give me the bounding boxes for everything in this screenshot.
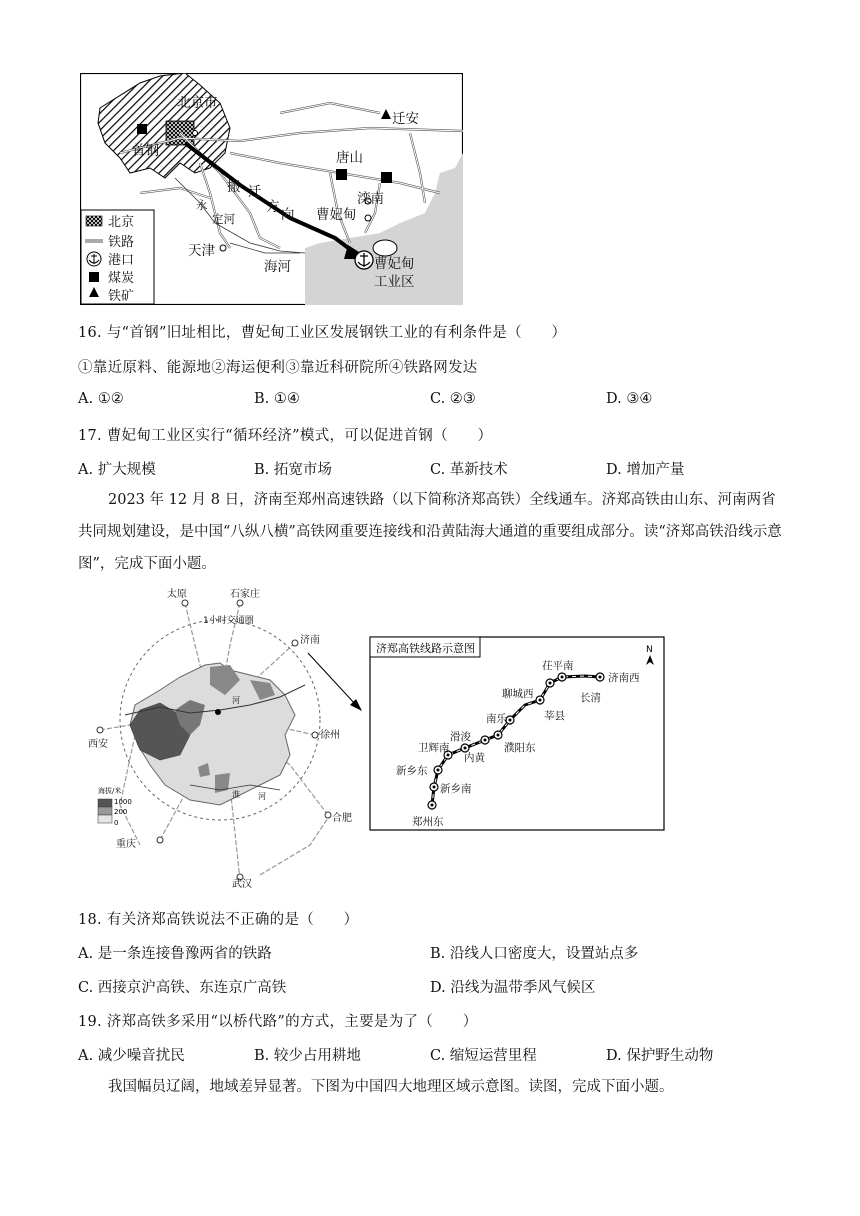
river-label-2: 淮 <box>232 790 240 799</box>
q18-option-b[interactable]: B. 沿线人口密度大，设置站点多 <box>430 946 639 962</box>
haihe-label: 海河 <box>264 259 291 275</box>
regions-intro: 我国幅员辽阔，地域差异显著。下图为中国四大地理区域示意图。读图，完成下面小题。 <box>108 1079 674 1095</box>
svg-text:莘县: 莘县 <box>544 710 565 722</box>
shijiazhuang-label: 石家庄 <box>230 589 260 600</box>
q18-option-c[interactable]: C. 西接京沪高铁、东连京广高铁 <box>78 980 287 996</box>
beijing-city-label: 北京市 <box>177 95 218 111</box>
svg-text:0: 0 <box>114 819 119 827</box>
svg-text:北京: 北京 <box>108 215 135 230</box>
svg-text:内黄: 内黄 <box>464 752 485 764</box>
svg-text:煤炭: 煤炭 <box>108 271 135 286</box>
move-char-1: 搬 <box>227 179 241 195</box>
luannan-coal-icon <box>381 172 392 183</box>
q19-option-a[interactable]: A. 减少噪音扰民 <box>78 1048 185 1064</box>
tangshan-label: 唐山 <box>336 150 363 166</box>
map1-legend <box>81 210 154 304</box>
q17-option-a[interactable]: A. 扩大规模 <box>78 462 156 478</box>
q19-option-d[interactable]: D. 保护野生动物 <box>606 1048 714 1064</box>
tianjin-label: 天津 <box>188 243 215 259</box>
svg-text:1000: 1000 <box>114 798 132 806</box>
yongding-label-2: 定河 <box>212 212 235 226</box>
yongding-label-1: 永 <box>196 198 208 212</box>
q17-option-c[interactable]: C. 革新技术 <box>430 462 508 478</box>
svg-text:茌平南: 茌平南 <box>542 660 574 672</box>
cfd-zone-label-2: 工业区 <box>374 274 415 290</box>
q16-option-d[interactable]: D. ③④ <box>606 391 653 407</box>
coal-icon <box>89 272 99 282</box>
svg-text:新乡东: 新乡东 <box>396 765 428 777</box>
jizheng-intro: 2023 年 12 月 8 日，济南至郑州高速铁路（以下简称济郑高铁）全线通车。济郑高铁由山东、河南两省共同规划建设，是中国“八纵八横”高铁网重要连接线和沿黄陆海大通道的重要组成部分。读“济郑高铁沿线示意图”，完成下面小题。 <box>78 492 782 572</box>
q19-option-c[interactable]: C. 缩短运营里程 <box>430 1048 537 1064</box>
jizheng-line-inset <box>370 637 664 830</box>
wuhan-label: 武汉 <box>232 879 252 890</box>
move-char-2: 迁 <box>248 184 262 200</box>
q18-option-a[interactable]: A. 是一条连接鲁豫两省的铁路 <box>78 946 272 962</box>
svg-text:滑浚: 滑浚 <box>450 731 471 743</box>
caofeidian-label: 曹妃甸 <box>316 207 357 223</box>
elevation-legend <box>98 786 132 827</box>
svg-text:济南西: 济南西 <box>608 672 640 684</box>
move-char-3: 方 <box>266 199 280 215</box>
cfd-zone-label-1: 曹妃甸 <box>374 256 415 272</box>
tangshan-coal-icon <box>336 169 347 180</box>
move-char-4: 向 <box>281 207 295 223</box>
luannan-label: 滦南 <box>357 191 384 207</box>
svg-text:聊城西: 聊城西 <box>502 688 534 700</box>
svg-text:N: N <box>646 645 653 655</box>
svg-text:郑州东: 郑州东 <box>412 816 444 828</box>
xuzhou-label: 徐州 <box>320 730 340 741</box>
caofeidian-map <box>80 73 463 305</box>
hatch-icon <box>86 216 102 226</box>
q16-stem: 16. 与“首钢”旧址相比，曹妃甸工业区发展钢铁工业的有利条件是（ ） <box>78 325 567 341</box>
anchor-icon <box>87 252 101 266</box>
jizheng-map <box>80 585 670 890</box>
taiyuan-label: 太原 <box>167 589 187 600</box>
svg-text:铁矿: 铁矿 <box>108 289 135 304</box>
jinan-label: 济南 <box>300 635 320 646</box>
pointer-arrow <box>308 653 356 705</box>
q16-option-b[interactable]: B. ①④ <box>254 391 300 407</box>
q18-stem: 18. 有关济郑高铁说法不正确的是（ ） <box>78 912 359 928</box>
svg-text:卫辉南: 卫辉南 <box>418 742 450 754</box>
svg-text:新乡南: 新乡南 <box>440 783 472 795</box>
shougang-label: 首钢 <box>132 143 159 159</box>
svg-text:海拔/米: 海拔/米 <box>98 787 122 795</box>
q17-stem: 17. 曹妃甸工业区实行“循环经济”模式，可以促进首钢（ ） <box>78 428 493 444</box>
qianan-label: 迁安 <box>392 111 419 127</box>
q19-stem: 19. 济郑高铁多采用“以桥代路”的方式，主要是为了（ ） <box>78 1014 478 1030</box>
hefei-label: 合肥 <box>332 813 352 824</box>
q16-option-c[interactable]: C. ②③ <box>430 391 476 407</box>
q19-option-b[interactable]: B. 较少占用耕地 <box>254 1048 361 1064</box>
q16-option-a[interactable]: A. ①② <box>78 391 124 407</box>
one-hour-circle-label: 1小时交通圈 <box>203 616 254 626</box>
river-label-1: 河 <box>232 696 240 705</box>
svg-text:港口: 港口 <box>108 253 135 268</box>
q17-option-b[interactable]: B. 拓宽市场 <box>254 462 332 478</box>
svg-text:濮阳东: 濮阳东 <box>504 742 536 754</box>
xian-label: 西安 <box>88 739 108 750</box>
river-label-3: 河 <box>258 792 266 801</box>
svg-text:200: 200 <box>114 808 128 816</box>
svg-text:济郑高铁线路示意图: 济郑高铁线路示意图 <box>376 642 475 655</box>
caofeidian-port-anchor-icon <box>355 251 373 269</box>
svg-text:长清: 长清 <box>580 692 601 704</box>
q17-option-d[interactable]: D. 增加产量 <box>606 462 685 478</box>
q16-conditions: ①靠近原料、能源地②海运便利③靠近科研院所④铁路网发达 <box>78 360 478 376</box>
svg-text:铁路: 铁路 <box>108 235 135 250</box>
q18-option-d[interactable]: D. 沿线为温带季风气候区 <box>430 980 596 996</box>
svg-text:南乐: 南乐 <box>486 713 507 725</box>
shougang-coal-icon <box>137 124 147 134</box>
chongqing-label: 重庆 <box>116 839 136 850</box>
